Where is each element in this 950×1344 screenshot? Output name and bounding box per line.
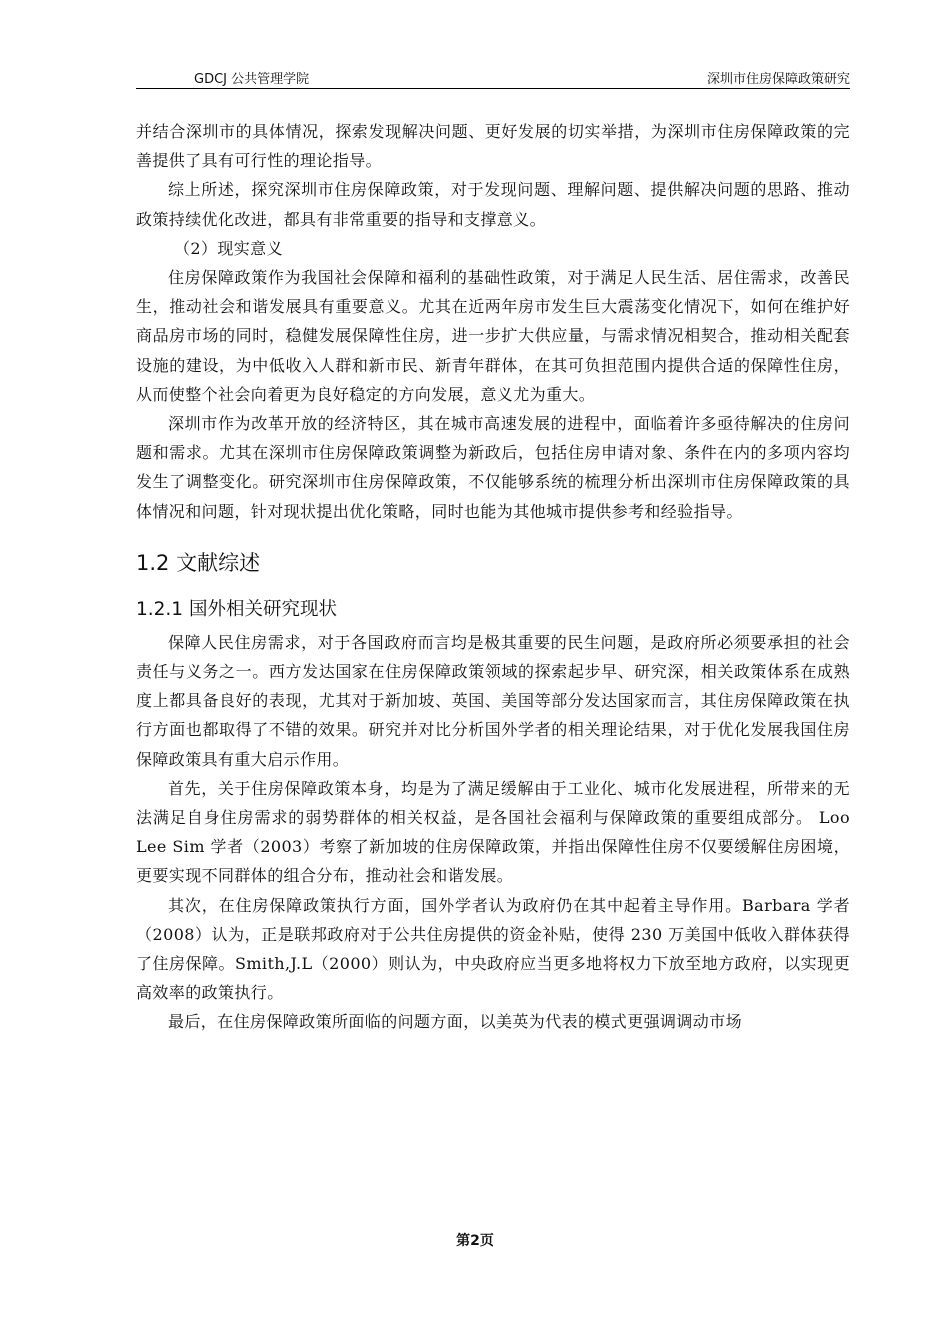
- paragraph-firstly: 首先，关于住房保障政策本身，均是为了满足缓解由于工业化、城市化发展进程，所带来的无法满足自身住房需求的弱势群体的相关权益，是各国社会福利与保障政策的重要组成部分。 Loo Lee Sim 学者（2003）考察了新加坡的住房保障政策，并指出保障性住房不仅要缓解住房困境，更要实现不同群体的组合分布，推动社会和谐发展。: [136, 778, 850, 886]
- header-document-title: 深圳市住房保障政策研究: [706, 72, 850, 87]
- section-heading-literature-review: 1.2 文献综述: [136, 550, 261, 575]
- paragraph-housing-policy: 住房保障政策作为我国社会保障和福利的基础性政策，对于满足人民生活、居住需求，改善民生，推动社会和谐发展具有重要意义。尤其在近两年房市发生巨大震荡变化情况下，如何在维护好商品房市场的同时，稳健发展保障性住房，进一步扩大供应量，与需求情况相契合，推动相关配套设施的建设，为中低收入人群和新市民、新青年群体，在其可负担范围内提供合适的保障性住房，从而使整个社会向着更为良好稳定的方向发展，意义尤为重大。: [136, 268, 850, 404]
- paragraph-shenzhen: 深圳市作为改革开放的经济特区，其在城市高速发展的进程中，面临着许多亟待解决的住房问题和需求。尤其在深圳市住房保障政策调整为新政后，包括住房申请对象、条件在内的多项内容均发生了调整变化。研究深圳市住房保障政策，不仅能够系统的梳理分析出深圳市住房保障政策的具体情况和问题，针对现状提出优化策略，同时也能为其他城市提供参考和经验指导。: [136, 414, 850, 521]
- paragraph-secondly: 其次，在住房保障政策执行方面，国外学者认为政府仍在其中起着主导作用。Barbara 学者（2008）认为，正是联邦政府对于公共住房提供的资金补贴，使得 230 万美国中低收入群体获得了住房保障。Smith,J.L（2000）则认为，中央政府应当更多地将权力下放至地方政府，以实现更高效率的政策执行。: [136, 895, 850, 1003]
- paragraph-finally: 最后，在住房保障政策所面临的问题方面，以美英为代表的模式更强调调动市场: [168, 1012, 743, 1032]
- sub-heading-practical-significance: （2）现实意义: [174, 238, 283, 258]
- document-body: [136, 117, 850, 1037]
- paragraph-foreign-overview: 保障人民住房需求，对于各国政府而言均是极其重要的民生问题，是政府所必须要承担的社会责任与义务之一。西方发达国家在住房保障政策领域的探索起步早、研究深，相关政策体系在成熟度上都具备良好的表现，尤其对于新加坡、英国、美国等部分发达国家而言，其住房保障政策在执行方面也都取得了不错的效果。研究并对比分析国外学者的相关理论结果，对于优化发展我国住房保障政策具有重大启示作用。: [136, 632, 850, 769]
- paragraph-summary: 综上所述，探究深圳市住房保障政策，对于发现问题、理解问题、提供解决问题的思路、推动政策持续优化改进，都具有非常重要的指导和支撑意义。: [136, 180, 850, 229]
- page-header: [136, 64, 850, 89]
- page-number: 第2页: [456, 1233, 494, 1249]
- paragraph-continued: 并结合深圳市的具体情况，探索发现解决问题、更好发展的切实举措，为深圳市住房保障政策的完善提供了具有可行性的理论指导。: [136, 122, 850, 171]
- header-institution: GDCJ 公共管理学院: [194, 72, 310, 87]
- subsection-heading-foreign-research: 1.2.1 国外相关研究现状: [136, 598, 337, 620]
